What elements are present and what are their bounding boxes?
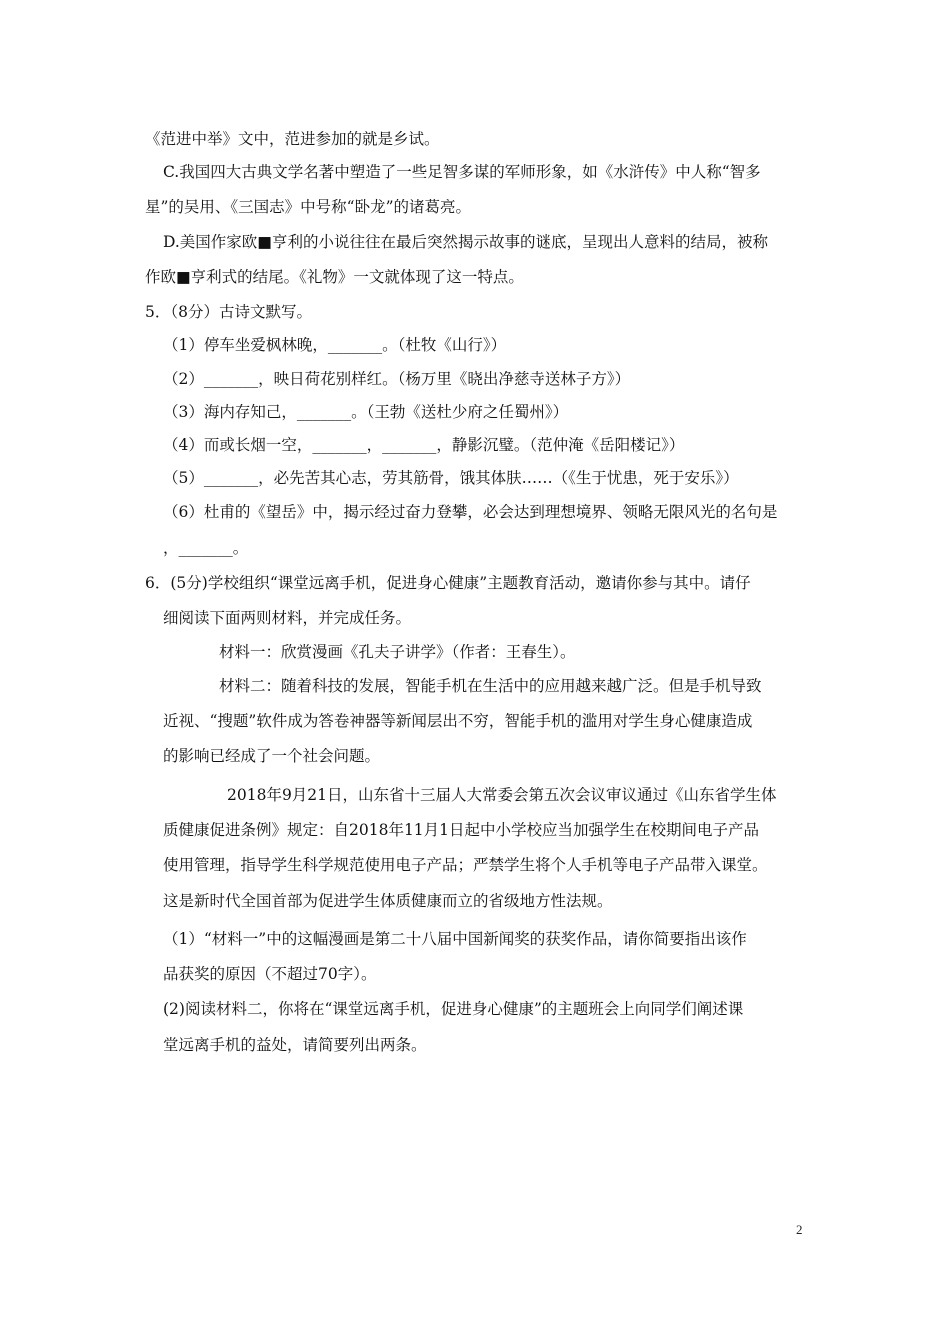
material-2-line2: 近视、“搜题”软件成为答卷神器等新闻层出不穷，智能手机的滥用对学生身心健康造成	[163, 712, 753, 730]
q5-item-1: （1）停车坐爱枫林晚，_______。（杜牧《山行》）	[163, 336, 507, 354]
page-number: 2	[796, 1222, 803, 1237]
option-d-line1: D.美国作家欧■亨利的小说往往在最后突然揭示故事的谜底，呈现出人意料的结局，被称	[163, 233, 768, 251]
material-2-line1: 材料二：随着科技的发展，智能手机在生活中的应用越来越广泛。但是手机导致	[219, 677, 762, 695]
question-5-header: 5．（8分）古诗文默写。	[145, 303, 312, 321]
q5-item-3: （3）海内存知己，_______。（王勃《送杜少府之任蜀州》）	[163, 403, 569, 421]
option-c-line1: C.我国四大古典文学名著中塑造了一些足智多谋的军师形象，如《水浒传》中人称“智多	[163, 163, 761, 181]
task-1-line1: （1）“材料一”中的这幅漫画是第二十八届中国新闻奖的获奖作品，请你简要指出该作	[163, 930, 747, 948]
question-6-line1: 6．(5分)学校组织“课堂远离手机，促进身心健康”主题教育活动，邀请你参与其中。请仔	[145, 574, 751, 592]
q5-item-6-continuation: ，_______。	[163, 539, 249, 557]
law-line2: 质健康促进条例》规定：自2018年11月1日起中小学校应当加强学生在校期间电子产品	[163, 821, 760, 839]
q5-item-2: （2）_______，映日荷花别样红。（杨万里《晓出净慈寺送林子方》）	[163, 370, 631, 388]
option-d-line2: 作欧■亨利式的结尾。《礼物》一文就体现了这一特点。	[145, 268, 524, 286]
task-2-line1: (2)阅读材料二，你将在“课堂远离手机，促进身心健康”的主题班会上向同学们阐述课	[163, 1000, 744, 1018]
material-2-line3: 的影响已经成了一个社会问题。	[163, 747, 381, 765]
q5-item-6: （6）杜甫的《望岳》中，揭示经过奋力登攀，必会达到理想境界、领略无限风光的名句是	[163, 503, 778, 521]
law-line1: 2018年9月21日，山东省十三届人大常委会第五次会议审议通过《山东省学生体	[227, 786, 777, 804]
option-c-line2: 星”的吴用、《三国志》中号称“卧龙”的诸葛亮。	[145, 198, 472, 216]
law-line3: 使用管理，指导学生科学规范使用电子产品；严禁学生将个人手机等电子产品带入课堂。	[163, 856, 768, 874]
q5-item-5: （5）_______，必先苦其心志，劳其筋骨，饿其体肤……（《生于忧患，死于安乐》）	[163, 469, 739, 487]
option-b-end: 《范进中举》文中，范进参加的就是乡试。	[145, 130, 440, 148]
law-line4: 这是新时代全国首部为促进学生体质健康而立的省级地方性法规。	[163, 892, 613, 910]
task-1-line2: 品获奖的原因（不超过70字）。	[163, 965, 377, 983]
q5-item-4: （4）而或长烟一空，_______，_______，静影沉璧。（范仲淹《岳阳楼记》）	[163, 436, 685, 454]
question-6-line2: 细阅读下面两则材料，并完成任务。	[163, 609, 412, 627]
task-2-line2: 堂远离手机的益处，请简要列出两条。	[163, 1036, 427, 1054]
material-1: 材料一：欣赏漫画《孔夫子讲学》（作者：王春生）。	[219, 643, 576, 661]
